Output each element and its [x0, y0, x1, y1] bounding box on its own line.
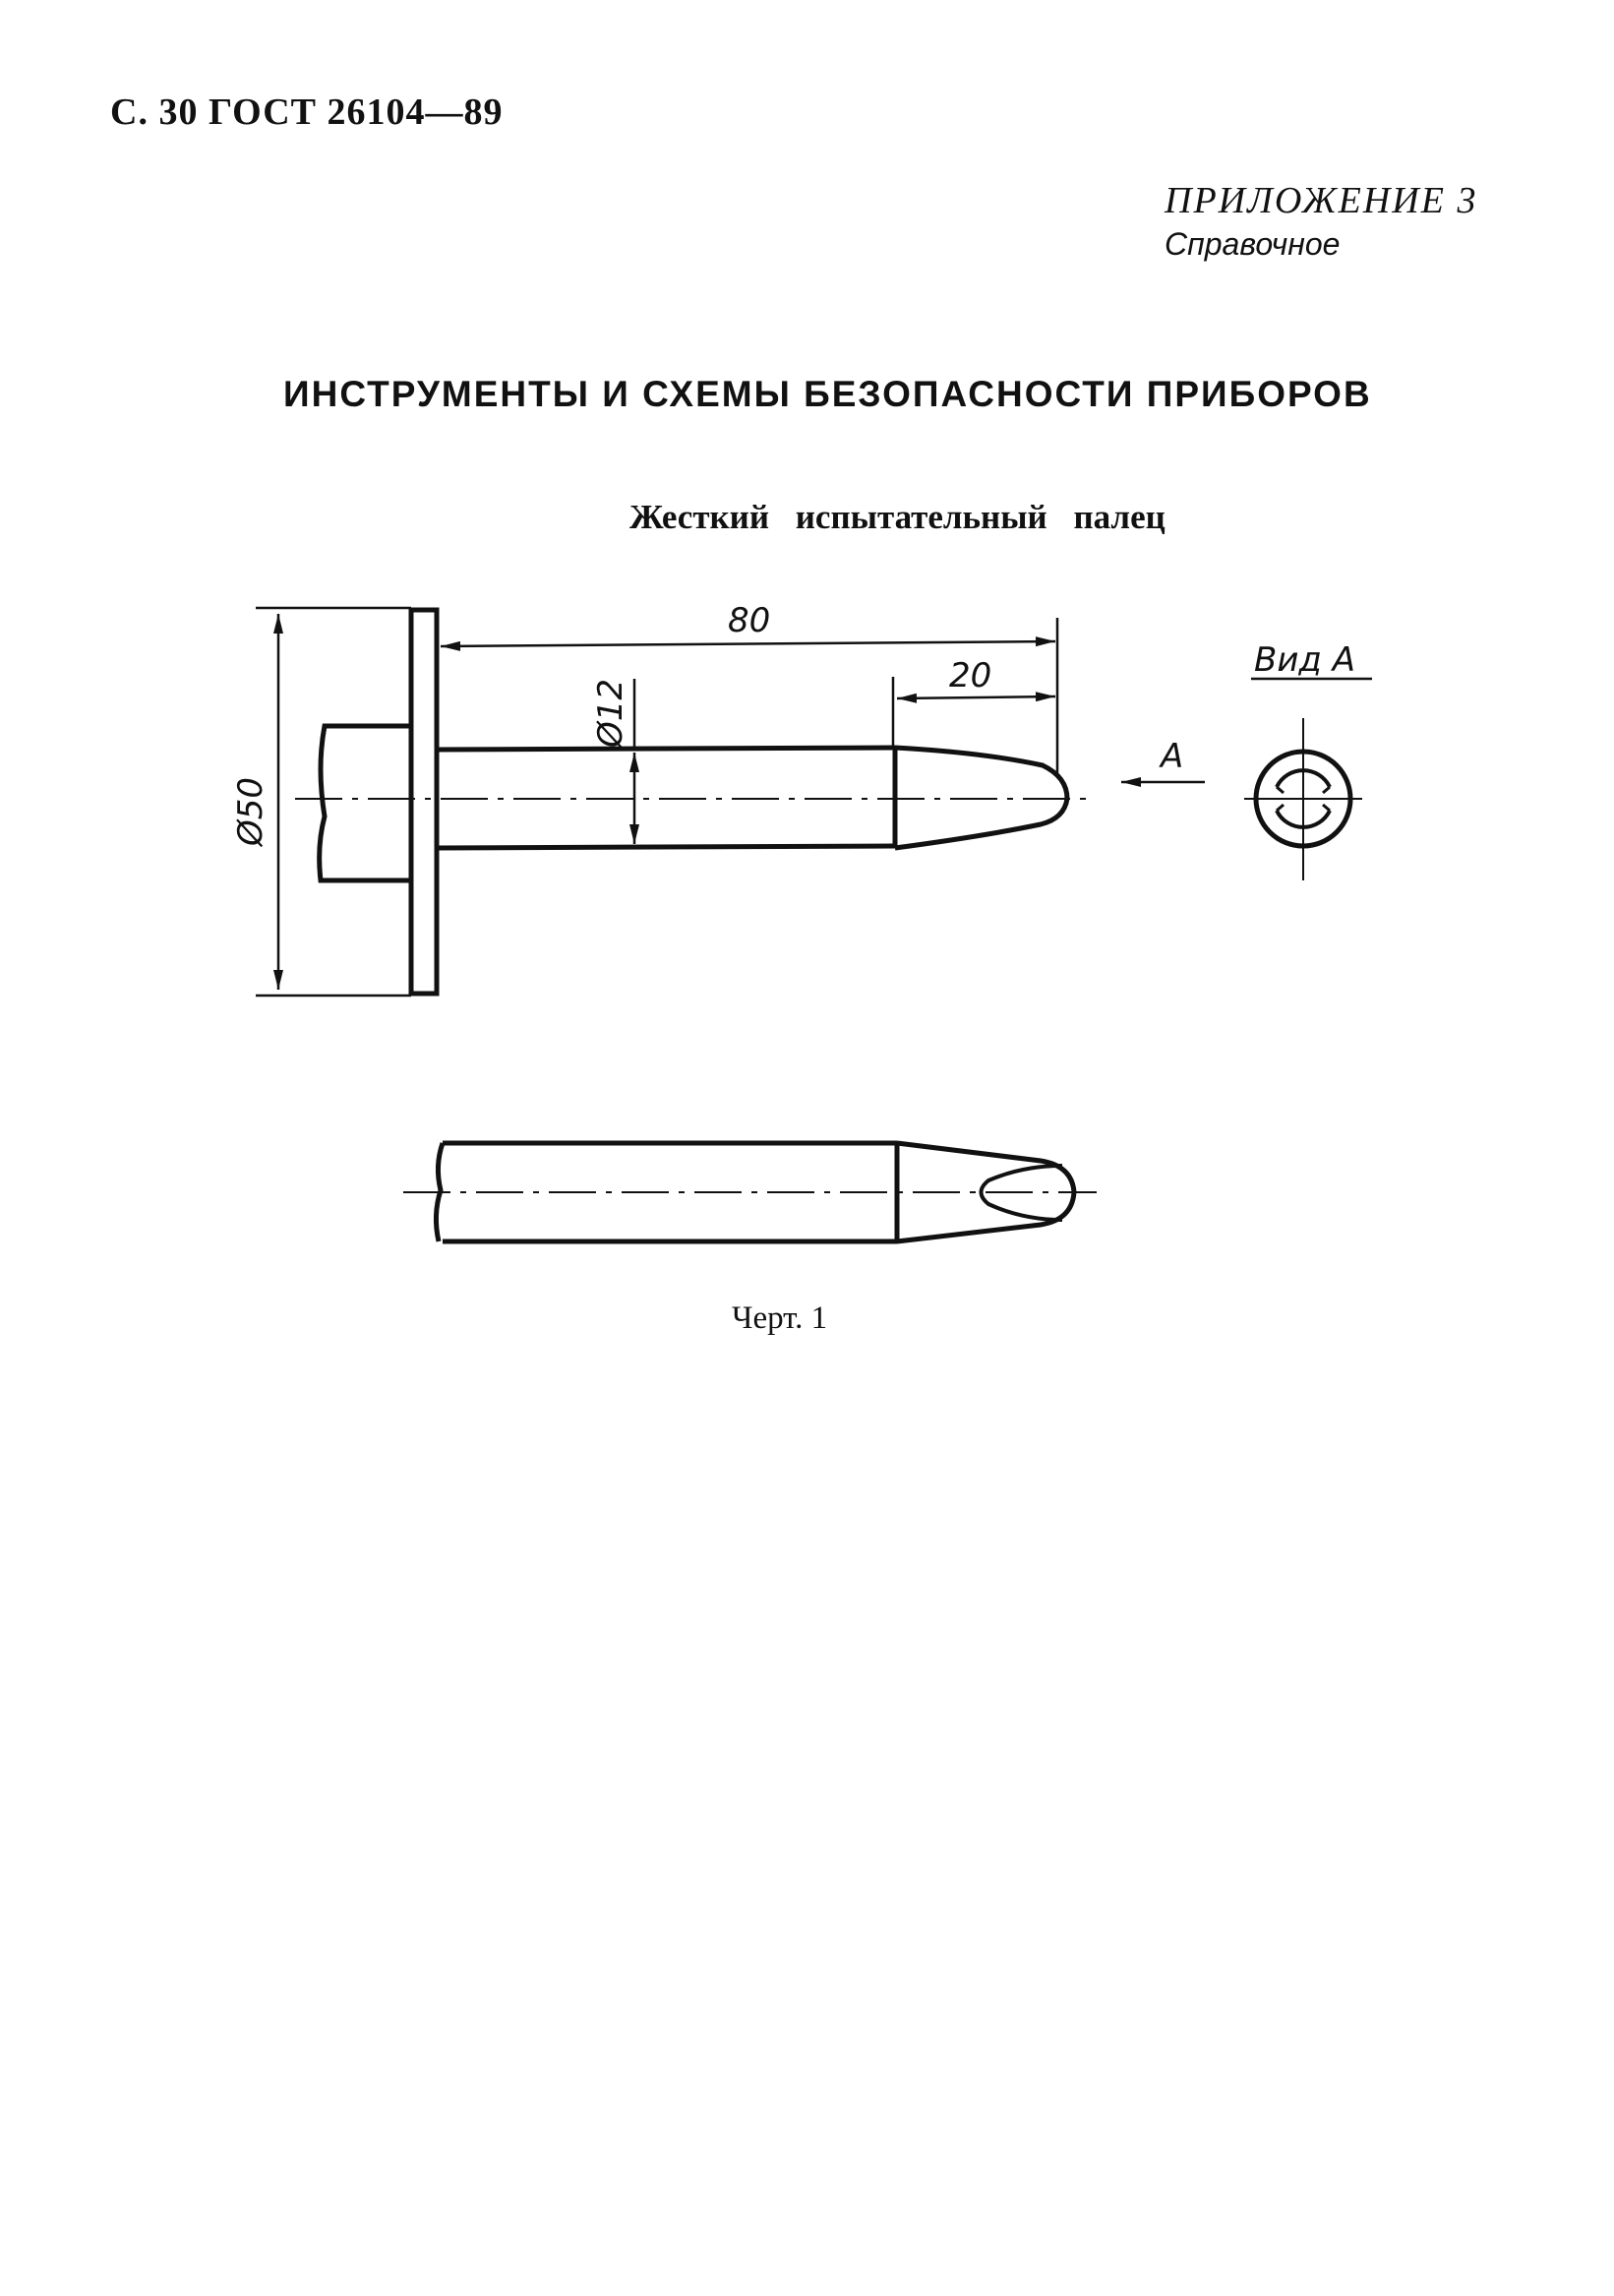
page-header: С. 30 ГОСТ 26104—89: [110, 91, 504, 133]
handle-stub: [320, 726, 411, 880]
dim-shaft-diameter: Ø12: [591, 678, 630, 748]
section-title: ИНСТРУМЕНТЫ И СХЕМЫ БЕЗОПАСНОСТИ ПРИБОРОВ: [283, 374, 1372, 414]
view-title: Вид A: [1254, 640, 1355, 680]
figure-title: Жесткий испытательный палец: [629, 498, 1166, 536]
view-arrow-label: A: [1161, 737, 1184, 776]
dim-line-20: [897, 696, 1055, 698]
dim-length-total: 80: [728, 601, 771, 640]
dim-line-80: [441, 641, 1055, 646]
end-view: [1244, 718, 1362, 880]
dim-tip-length: 20: [949, 656, 992, 695]
flange: [411, 610, 437, 994]
dimensions: [256, 608, 1372, 996]
dim-flange-diameter: Ø50: [231, 776, 270, 846]
appendix-type: Справочное: [1165, 226, 1341, 262]
figure-caption: Черт. 1: [732, 1300, 828, 1336]
appendix-label: ПРИЛОЖЕНИЕ 3: [1165, 180, 1478, 221]
